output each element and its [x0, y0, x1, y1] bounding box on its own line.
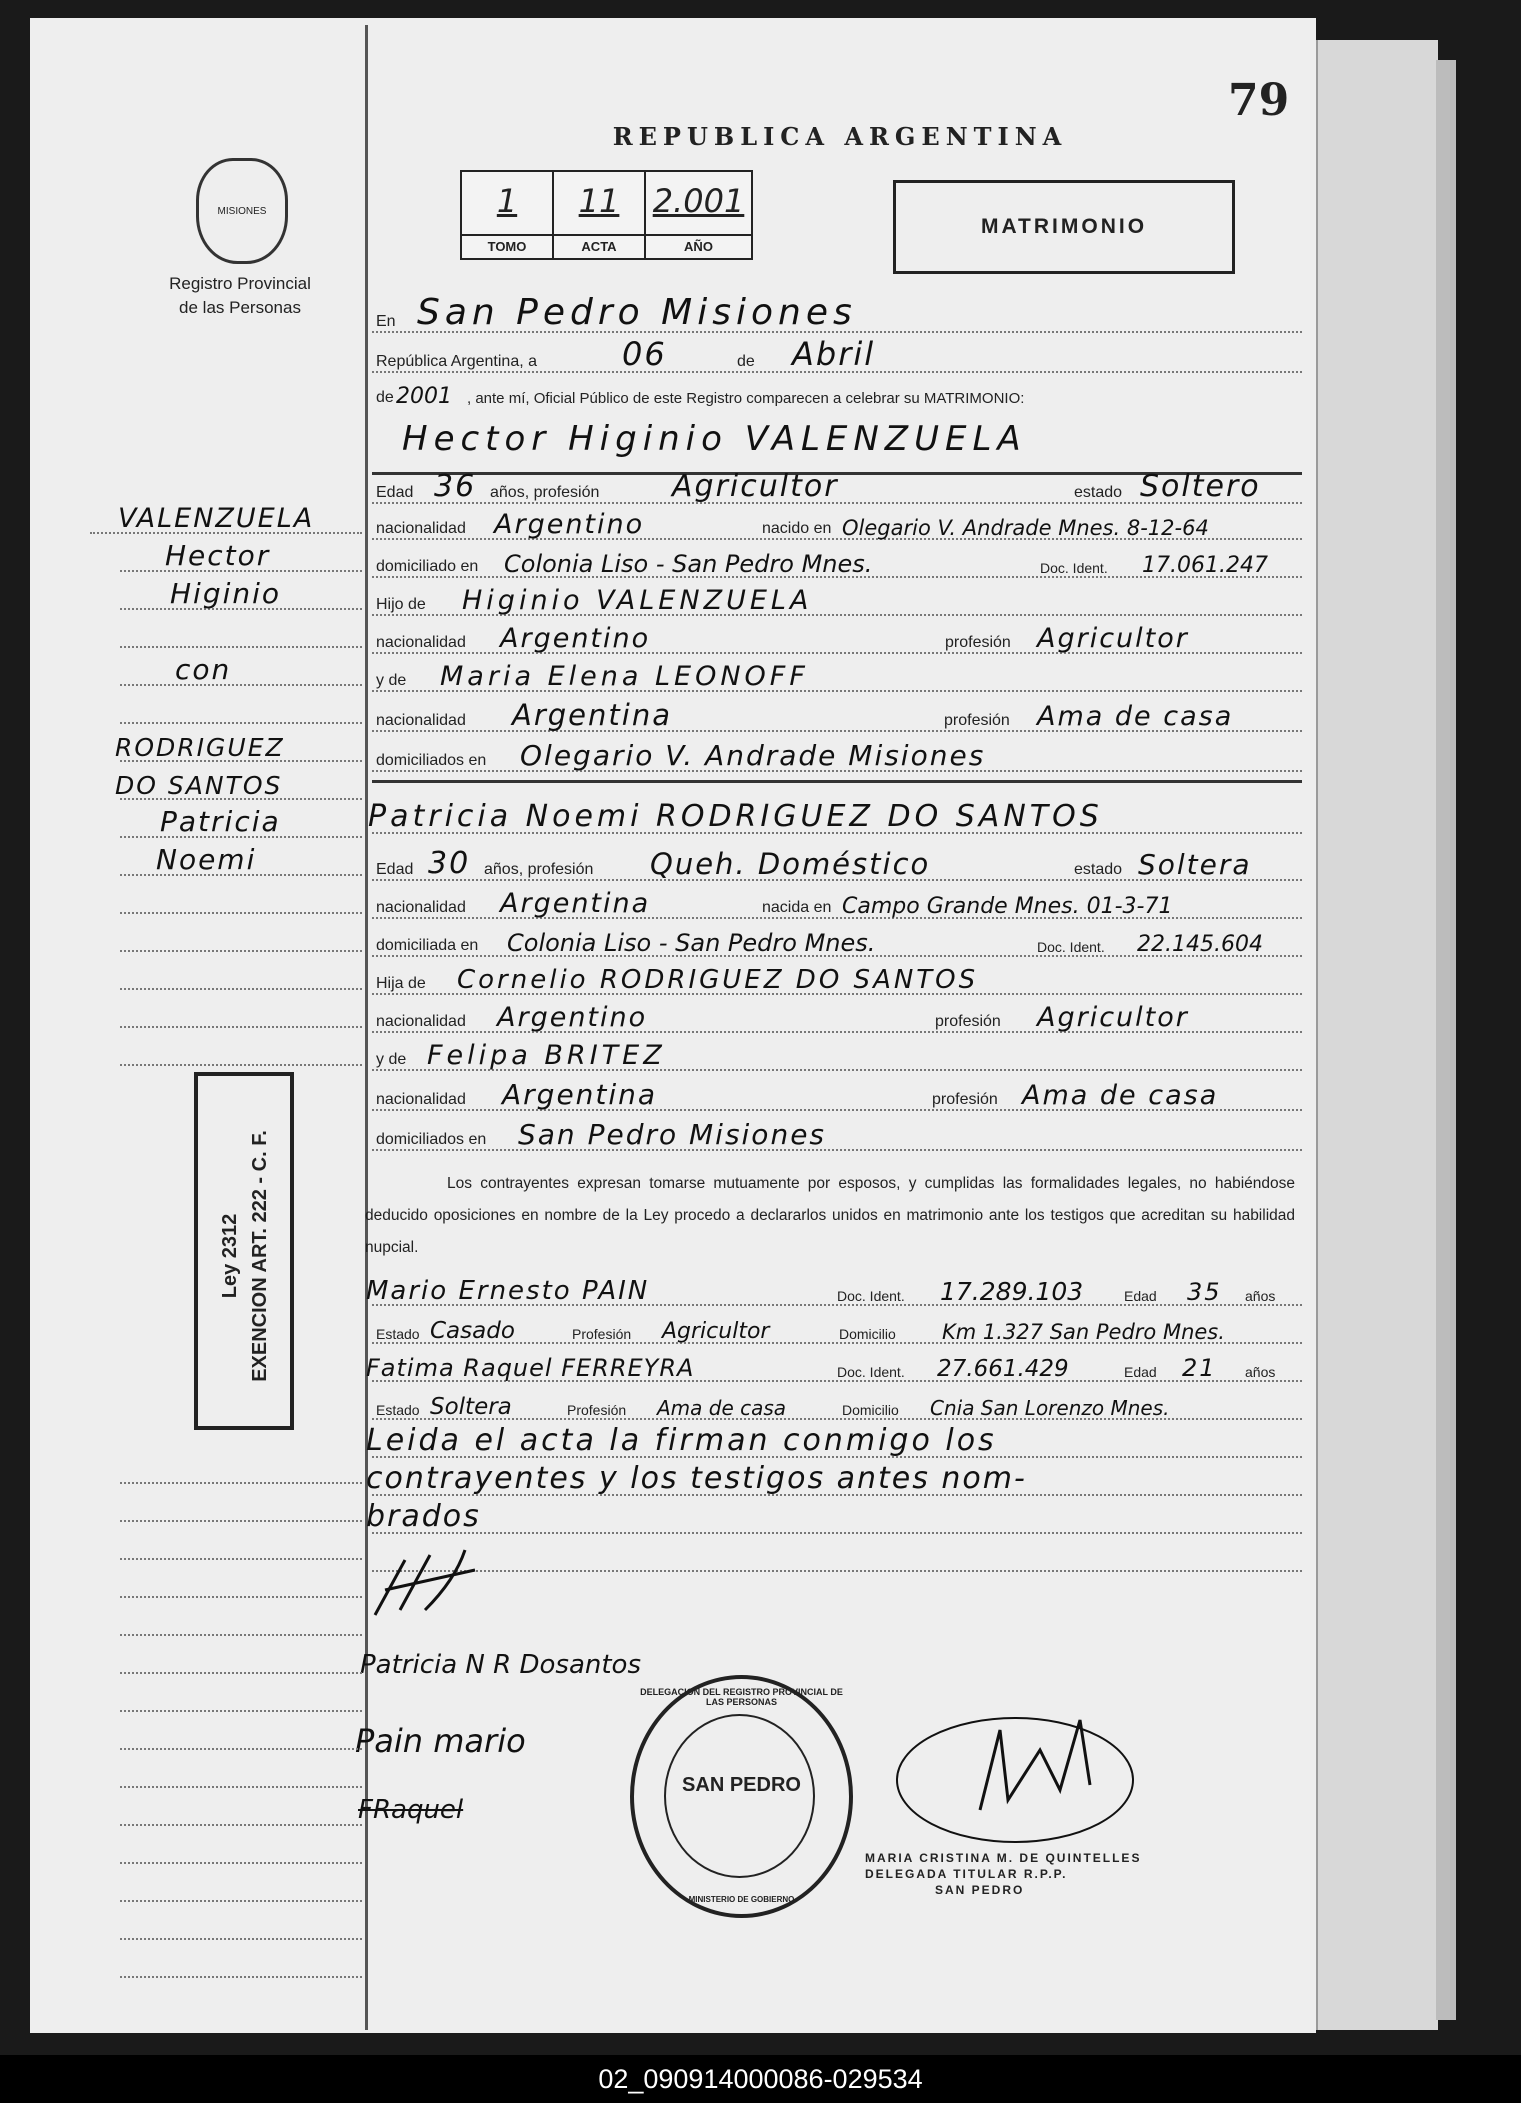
margin-bride-first-text: Patricia: [160, 805, 281, 838]
groom-name: Hector Higinio VALENZUELA: [402, 419, 1027, 459]
page-number: 79: [1228, 75, 1290, 126]
official-signature: [890, 1690, 1140, 1850]
groom-address: Colonia Liso - San Pedro Mnes.: [504, 550, 873, 578]
bride-age: 30: [428, 846, 471, 881]
bride-father-nat-line: [372, 999, 1302, 1037]
groom-name-line: [372, 415, 1302, 463]
bride-father-profession: Agricultor: [1037, 1002, 1189, 1033]
date-line: [372, 337, 1302, 377]
bride-name-line: [368, 790, 1302, 838]
groom-hijo-label: Hijo de: [376, 596, 426, 613]
groom-father-nat-label: nacionalidad: [376, 634, 466, 651]
witness1-address: Km 1.327 San Pedro Mnes.: [942, 1320, 1225, 1344]
witness2-doc-label: Doc. Ident.: [837, 1364, 905, 1380]
acta-label: ACTA: [554, 234, 644, 258]
witness2-line: [366, 1348, 1302, 1386]
registry-line2: de las Personas: [179, 298, 301, 317]
de2-label: de: [376, 389, 394, 406]
groom-mother-nat-label: nacionalidad: [376, 712, 466, 729]
bride-doc: 22.145.604: [1137, 932, 1263, 957]
witness2-address: Cnia San Lorenzo Mnes.: [930, 1396, 1170, 1420]
closing-line-3: [366, 1499, 1302, 1538]
official-seal-top: DELEGACION DEL REGISTRO PROVINCIAL DE LAS PERSONAS: [640, 1687, 843, 1707]
margin-line-g: [90, 1032, 362, 1070]
witness1-profession: Agricultor: [662, 1319, 770, 1344]
exemption-stamp: [194, 1072, 294, 1430]
margin-con-text: con: [175, 653, 232, 686]
margin-line-p: [90, 1754, 362, 1792]
bride-mother-line: [372, 1037, 1302, 1075]
groom-age: 36: [434, 469, 477, 504]
margin-bride-surname2: [90, 766, 362, 804]
year-value: 2001: [396, 384, 452, 409]
bride-mother: Felipa BRITEZ: [427, 1040, 666, 1071]
margin-line-h: [90, 1450, 362, 1488]
record-type-box: MATRIMONIO: [893, 180, 1235, 274]
closing-text-3: brados: [366, 1499, 481, 1534]
margin-con: [90, 652, 362, 690]
margin-groom-surname: [90, 500, 362, 538]
groom-mother-line: [372, 658, 1302, 696]
section-divider: [372, 780, 1302, 783]
tomo-value: 1: [496, 182, 518, 220]
groom-father-nationality: Argentino: [500, 623, 651, 654]
witness2-estado-label: Estado: [376, 1402, 420, 1418]
groom-father-prof-label: profesión: [945, 634, 1011, 651]
stamp-law: Ley 2312: [219, 1213, 241, 1299]
exemption-stamp-text: [215, 1081, 275, 1431]
closing-text-2: contrayentes y los testigos antes nom-: [366, 1461, 1027, 1496]
margin-line-b: [90, 690, 362, 728]
witness1-dom-label: Domicilio: [839, 1326, 896, 1342]
tomo-cell: [462, 172, 554, 258]
stamp-article: EXENCION ART. 222 - C. F.: [249, 1130, 271, 1382]
groom-signature: [365, 1540, 485, 1630]
margin-line-k: [90, 1564, 362, 1602]
groom-profesion-label: años, profesión: [490, 484, 600, 501]
official-name: MARIA CRISTINA M. DE QUINTELLES: [865, 1851, 1142, 1865]
groom-estado-label: estado: [1074, 484, 1123, 501]
margin-line-d: [90, 918, 362, 956]
groom-father-line: [372, 582, 1302, 620]
witness2-edad-label: Edad: [1124, 1364, 1157, 1380]
groom-mother-prof-label: profesión: [944, 712, 1010, 729]
groom-parents-address-line: [372, 736, 1302, 776]
margin-bride-middle: [90, 842, 362, 880]
groom-father-nat-line: [372, 620, 1302, 658]
margin-line-e: [90, 956, 362, 994]
witness2-anos-label: años: [1245, 1364, 1276, 1380]
groom-nat-line: [372, 506, 1302, 544]
margin-line-i: [90, 1488, 362, 1526]
margin-line-c: [90, 880, 362, 918]
acta-box: [460, 170, 753, 260]
margin-groom-middle: [90, 576, 362, 614]
closing-line-2: [366, 1461, 1302, 1500]
ano-cell: [646, 172, 751, 258]
groom-nationality: Argentino: [494, 509, 645, 540]
witness1-edad-label: Edad: [1124, 1288, 1157, 1304]
witness1-line: [366, 1270, 1302, 1310]
page-stack-edge-shadow: [1436, 60, 1456, 2020]
bride-age-line: [372, 843, 1302, 885]
groom-father-profession: Agricultor: [1037, 623, 1189, 654]
witness2-age: 21: [1182, 1354, 1217, 1382]
margin-line-j: [90, 1526, 362, 1564]
witness2-name: Fatima Raquel FERREYRA: [366, 1354, 695, 1382]
witness1-estado-label: Estado: [376, 1326, 420, 1342]
margin-line-t: [90, 1906, 362, 1944]
margin-bride-middle-text: Noemi: [156, 843, 257, 876]
groom-mother-profession: Ama de casa: [1037, 701, 1234, 732]
margin-groom-first-text: Hector: [165, 539, 271, 572]
witness2-doc: 27.661.429: [937, 1356, 1069, 1382]
bride-father-nat-label: nacionalidad: [376, 1013, 466, 1030]
bride-nat-label: nacionalidad: [376, 899, 466, 916]
bride-doc-label: Doc. Ident.: [1037, 939, 1105, 955]
margin-groom-middle-text: Higinio: [170, 577, 282, 610]
place-value: San Pedro Misiones: [417, 292, 857, 333]
official-title: DELEGADA TITULAR R.P.P.: [865, 1867, 1068, 1881]
bride-mother-nat-label: nacionalidad: [376, 1091, 466, 1108]
bride-parents-address-line: [372, 1115, 1302, 1155]
margin-line-f: [90, 994, 362, 1032]
groom-edad-label: Edad: [376, 484, 414, 501]
groom-yde-label: y de: [376, 672, 407, 689]
bride-edad-label: Edad: [376, 861, 414, 878]
bride-parents-dom-label: domiciliados en: [376, 1131, 487, 1148]
margin-bride-surname1-text: RODRIGUEZ: [115, 733, 285, 762]
margin-line-l: [90, 1602, 362, 1640]
witness2-prof-label: Profesión: [567, 1402, 627, 1418]
bride-hija-label: Hija de: [376, 975, 426, 992]
registry-line1: Registro Provincial: [169, 274, 311, 293]
groom-father: Higinio VALENZUELA: [462, 585, 813, 616]
bride-birthplace: Campo Grande Mnes. 01-3-71: [842, 894, 1173, 919]
registry-seal-text: MISIONES: [217, 205, 267, 217]
witness1-prof-label: Profesión: [572, 1326, 632, 1342]
official-seal-icon: [630, 1675, 853, 1918]
image-id-footer: 02_090914000086-029534: [0, 2055, 1521, 2103]
witness1-anos-label: años: [1245, 1288, 1276, 1304]
official-city: SAN PEDRO: [935, 1883, 1025, 1897]
groom-dom-label: domiciliado en: [376, 558, 479, 575]
bride-name: Patricia Noemi RODRIGUEZ DO SANTOS: [368, 799, 1103, 834]
margin-groom-surname-text: VALENZUELA: [118, 503, 315, 534]
witness1-signature: Pain mario: [355, 1722, 526, 1760]
year-line: [372, 377, 1302, 413]
witness1-age: 35: [1187, 1278, 1222, 1306]
de-label: de: [737, 353, 755, 370]
bride-nationality: Argentina: [500, 888, 651, 919]
bride-father-nationality: Argentino: [497, 1002, 648, 1033]
bride-father-line: [372, 961, 1302, 999]
margin-line-m: [90, 1640, 362, 1678]
margin-groom-first: [90, 538, 362, 576]
bride-dom-label: domiciliada en: [376, 937, 479, 954]
groom-status: Soltero: [1140, 469, 1261, 504]
margin-line-o: [90, 1716, 362, 1754]
groom-doc-label: Doc. Ident.: [1040, 560, 1108, 576]
witness1-doc-label: Doc. Ident.: [837, 1288, 905, 1304]
groom-mother-nat-line: [372, 696, 1302, 736]
margin-line-u: [90, 1944, 362, 1982]
margin-bride-first: [90, 804, 362, 842]
witness2-dom-label: Domicilio: [842, 1402, 899, 1418]
groom-address-line: [372, 544, 1302, 582]
groom-mother-nationality: Argentina: [512, 698, 672, 732]
bride-estado-label: estado: [1074, 861, 1123, 878]
closing-text-1: Leida el acta la firman conmigo los: [366, 1423, 997, 1458]
month-value: Abril: [792, 335, 876, 373]
declaration-text: Los contrayentes expresan tomarse mutuamente por esposos, y cumplidas las formalidades legales, no habiéndose deducido oposiciones en nombre de la Ley procedo a declararlos unidos en matrimonio ante los testigos que acreditan su habilidad nupcial.: [365, 1175, 1295, 1256]
bride-yde-label: y de: [376, 1051, 407, 1068]
witness2-status: Soltera: [430, 1394, 512, 1420]
groom-profession: Agricultor: [672, 469, 839, 504]
margin-line-s: [90, 1868, 362, 1906]
witness1-name: Mario Ernesto PAIN: [366, 1276, 650, 1306]
bride-profession: Queh. Doméstico: [650, 847, 931, 881]
registry-name: [140, 272, 340, 320]
bride-parents-address: San Pedro Misiones: [518, 1118, 827, 1151]
bride-address: Colonia Liso - San Pedro Mnes.: [507, 929, 876, 957]
ano-value: 2.001: [652, 182, 745, 220]
ano-label: AÑO: [646, 234, 751, 258]
acta-value: 11: [578, 182, 620, 220]
bride-mother-prof-label: profesión: [932, 1091, 998, 1108]
bride-mother-nat-line: [372, 1075, 1302, 1115]
acta-cell: [554, 172, 646, 258]
bride-mother-profession: Ama de casa: [1022, 1080, 1219, 1111]
groom-nat-label: nacionalidad: [376, 520, 466, 537]
bride-father-prof-label: profesión: [935, 1013, 1001, 1030]
groom-nacido-label: nacido en: [762, 520, 832, 537]
bride-profesion-label: años, profesión: [484, 861, 594, 878]
country-title: REPUBLICA ARGENTINA: [612, 122, 1068, 151]
fecha-label: República Argentina, a: [376, 353, 537, 370]
place-line: [372, 292, 1302, 337]
day-value: 06: [622, 335, 667, 373]
groom-parents-address: Olegario V. Andrade Misiones: [520, 739, 986, 772]
margin-line-n: [90, 1678, 362, 1716]
groom-parents-dom-label: domiciliados en: [376, 752, 487, 769]
margin-line-a: [90, 614, 362, 652]
bride-address-line: [372, 923, 1302, 961]
page-stack-edge: [1316, 40, 1438, 2030]
witness2-profession: Ama de casa: [657, 1396, 787, 1420]
bride-nat-line: [372, 885, 1302, 923]
official-seal-ministry: MINISTERIO DE GOBIERNO: [688, 1895, 795, 1904]
margin-bride-surname2-text: DO SANTOS: [115, 771, 283, 800]
registry-seal-icon: [196, 158, 288, 264]
bride-mother-nationality: Argentina: [502, 1078, 658, 1111]
witness2-signature: FRaquel: [358, 1795, 464, 1825]
margin-line-r: [90, 1830, 362, 1868]
margin-line-q: [90, 1792, 362, 1830]
bride-father: Cornelio RODRIGUEZ DO SANTOS: [457, 965, 979, 995]
witness2-details-line: [372, 1386, 1302, 1424]
closing-line-1: [366, 1423, 1302, 1462]
bride-status: Soltera: [1138, 848, 1252, 881]
witness1-details-line: [372, 1310, 1302, 1348]
witness1-doc: 17.289.103: [940, 1277, 1084, 1306]
tomo-label: TOMO: [462, 234, 552, 258]
statement-text: , ante mí, Oficial Público de este Registro comparecen a celebrar su MATRIMONIO:: [467, 390, 1025, 407]
official-stamp: [865, 1850, 1141, 1898]
groom-age-line: [372, 466, 1302, 508]
groom-doc: 17.061.247: [1142, 553, 1268, 578]
bride-signature: Patricia N R Dosantos: [360, 1650, 642, 1680]
witness1-status: Casado: [430, 1318, 515, 1344]
official-seal-city: SAN PEDRO: [682, 1774, 801, 1796]
bride-nacida-label: nacida en: [762, 899, 832, 916]
en-label: En: [376, 313, 396, 330]
blank-line: [372, 1538, 1302, 1576]
groom-mother: Maria Elena LEONOFF: [440, 661, 809, 692]
margin-bride-surname1: [90, 728, 362, 766]
groom-birthplace: Olegario V. Andrade Mnes. 8-12-64: [842, 516, 1209, 540]
